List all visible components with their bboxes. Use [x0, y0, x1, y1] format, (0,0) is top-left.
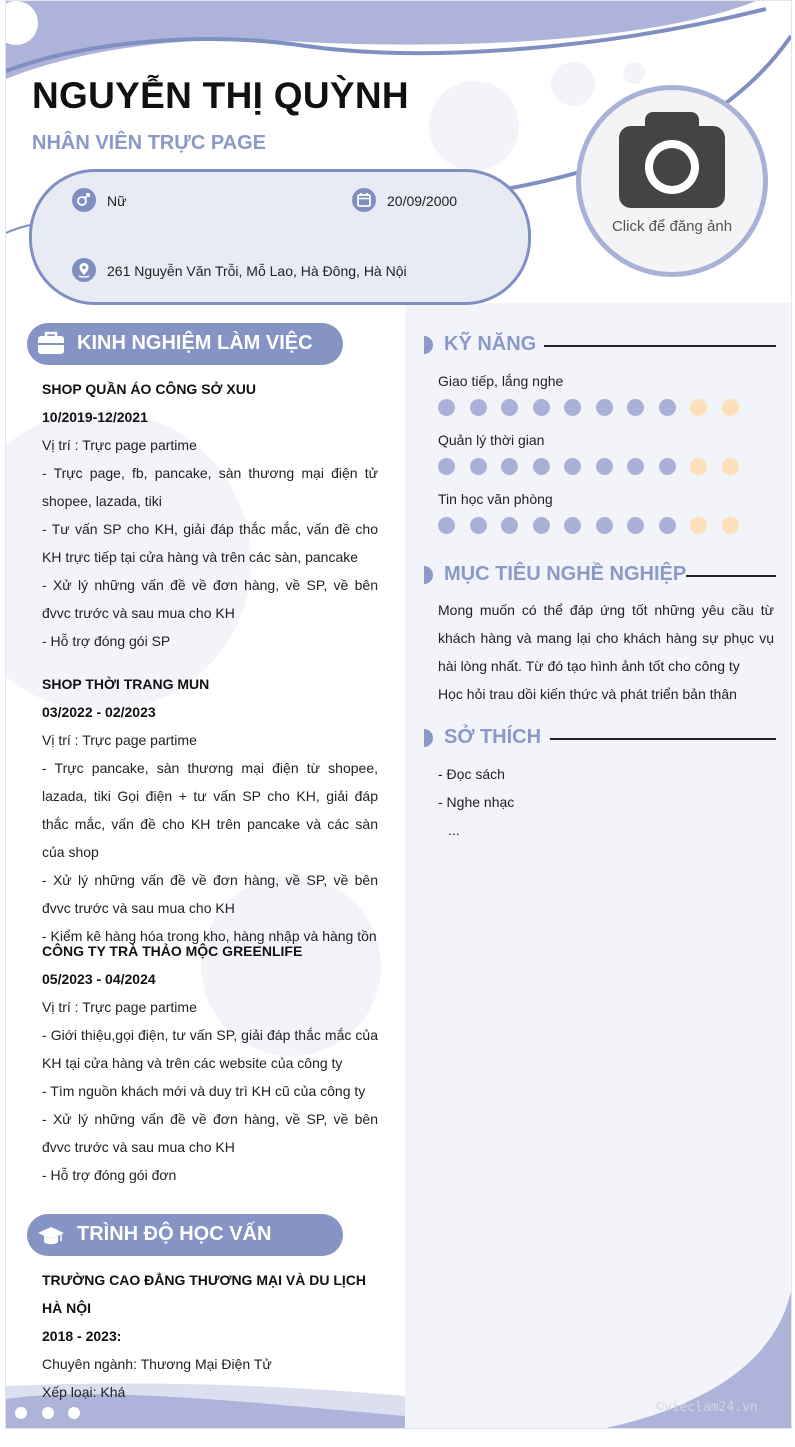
skill-dot-filled [438, 517, 455, 534]
skill-dot-filled [627, 517, 644, 534]
skill-dot-filled [470, 399, 487, 416]
gender-value: Nữ [107, 193, 127, 209]
job-duty: - Tư vấn SP cho KH, giải đáp thắc mắc, vấn đề cho KH trực tiếp tại cửa hàng và trên các sàn, pancake [42, 521, 378, 565]
birthdate-value: 20/09/2000 [387, 193, 458, 209]
job-entry [42, 937, 378, 1189]
decor-dot [68, 1407, 80, 1419]
experience-heading-label: KINH NGHIỆM LÀM VIỆC [77, 332, 313, 354]
job-duty: - Kiểm kê hàng hóa trong kho, hàng nhập và hàng tồn [42, 928, 377, 944]
job-duty: - Trực page, fb, pancake, sàn thương mại điện tử shopee, lazada, tiki [42, 465, 378, 509]
hobby-item: - Đọc sách [438, 766, 505, 782]
skill-name: Giao tiếp, lắng nghe [438, 373, 564, 389]
job-period: 10/2019-12/2021 [42, 409, 148, 425]
skill-dot-filled [533, 517, 550, 534]
heading-rule [686, 575, 776, 577]
education-period: 2018 - 2023: [42, 1328, 122, 1344]
job-duty: - Xử lý những vấn đề về đơn hàng, về SP, về bên đvvc trước và sau mua cho KH [42, 1111, 378, 1155]
briefcase-icon [37, 331, 65, 357]
skills-heading-label: KỸ NĂNG [444, 333, 537, 355]
job-position: Vị trí : Trực page partime [42, 437, 197, 453]
skill-dot-filled [438, 458, 455, 475]
skill-dot-filled [659, 458, 676, 475]
job-title: NHÂN VIÊN TRỰC PAGE [32, 132, 267, 154]
job-position: Vị trí : Trực page partime [42, 732, 197, 748]
school-name: TRƯỜNG CAO ĐẲNG THƯƠNG MẠI VÀ DU LỊCH HÀ NỘI [42, 1272, 366, 1316]
cv-page [5, 0, 792, 1429]
skill-dot-filled [533, 458, 550, 475]
heading-marker [424, 336, 433, 354]
education-heading [27, 1214, 343, 1256]
skill-dot-filled [470, 517, 487, 534]
job-duty: - Giới thiệu,gọi điện, tư vấn SP, giải đáp thắc mắc của KH tại cửa hàng và trên các website của công ty [42, 1027, 378, 1071]
skill-dot-filled [564, 517, 581, 534]
location-icon [72, 258, 96, 282]
skill-dot-empty [722, 399, 739, 416]
objective-paragraph: Học hỏi trau dồi kiến thức và phát triển bản thân [438, 686, 737, 702]
skill-dot-filled [470, 458, 487, 475]
candidate-name: NGUYỄN THỊ QUỲNH [32, 75, 409, 116]
hobby-item: - Nghe nhạc [438, 794, 515, 810]
skill-dot-empty [690, 458, 707, 475]
skill-dot-empty [690, 399, 707, 416]
education-major: Chuyên ngành: Thương Mại Điện Tử [42, 1356, 272, 1372]
job-duty: - Hỗ trợ đóng gói đơn [42, 1167, 177, 1183]
skill-dot-filled [596, 517, 613, 534]
skill-dot-filled [564, 458, 581, 475]
heading-rule [550, 738, 776, 740]
job-duty: - Hỗ trợ đóng gói SP [42, 633, 171, 649]
skill-name: Tin học văn phòng [438, 491, 553, 507]
education-grade: Xếp loại: Khá [42, 1384, 126, 1400]
decor-dot [15, 1407, 27, 1419]
job-company: SHOP QUẦN ÁO CÔNG SỞ XUU [42, 381, 256, 397]
education-heading-label: TRÌNH ĐỘ HỌC VẤN [77, 1223, 272, 1245]
objective-text [438, 596, 774, 708]
calendar-icon [352, 188, 376, 212]
personal-info-box [29, 169, 531, 305]
skill-dot-empty [690, 517, 707, 534]
job-entry [42, 670, 378, 950]
job-duty: - Xử lý những vấn đề về đơn hàng, về SP, về bên đvvc trước và sau mua cho KH [42, 872, 378, 916]
skill-dot-filled [438, 399, 455, 416]
heading-marker [424, 566, 433, 584]
graduation-cap-icon [37, 1222, 65, 1248]
skill-dot-empty [722, 458, 739, 475]
hobbies-list [438, 760, 774, 844]
gender-icon [72, 188, 96, 212]
skill-dot-filled [596, 399, 613, 416]
heading-marker [424, 729, 433, 747]
watermark: ©vieclam24.vn [656, 1400, 758, 1415]
job-entry [42, 375, 378, 655]
skill-dot-filled [501, 517, 518, 534]
job-duty: - Tìm nguồn khách mới và duy trì KH cũ của công ty [42, 1083, 366, 1099]
photo-upload-label: Click để đăng ảnh [611, 218, 733, 235]
experience-heading [27, 323, 343, 365]
skill-dot-filled [596, 458, 613, 475]
objective-heading [424, 560, 776, 590]
heading-rule [544, 345, 776, 347]
education-entry [42, 1266, 378, 1406]
skill-name: Quản lý thời gian [438, 432, 545, 448]
hobby-item: ... [448, 822, 460, 838]
hobbies-heading [424, 723, 776, 753]
objective-paragraph: Mong muốn có thể đáp ứng tốt những yêu cầu từ khách hàng và mang lại cho khách hàng sự phục vụ hài lòng nhất. Từ đó tạo hình ảnh tốt cho công ty [438, 602, 774, 674]
objective-heading-label: MỤC TIÊU NGHỀ NGHIỆP [444, 563, 687, 585]
skill-dot-filled [501, 399, 518, 416]
decor-dot [42, 1407, 54, 1419]
hobbies-heading-label: SỞ THÍCH [444, 726, 542, 748]
job-position: Vị trí : Trực page partime [42, 999, 197, 1015]
job-period: 05/2023 - 04/2024 [42, 971, 156, 987]
job-duty: - Xử lý những vấn đề về đơn hàng, về SP, về bên đvvc trước và sau mua cho KH [42, 577, 378, 621]
skill-dot-filled [564, 399, 581, 416]
job-period: 03/2022 - 02/2023 [42, 704, 156, 720]
address-value: 261 Nguyễn Văn Trỗi, Mỗ Lao, Hà Đông, Hà Nội [107, 263, 407, 279]
skills-heading [424, 330, 776, 360]
job-company: SHOP THỜI TRANG MUN [42, 676, 210, 692]
skill-dot-filled [627, 458, 644, 475]
camera-icon [619, 112, 725, 208]
skill-dot-filled [627, 399, 644, 416]
skill-dot-filled [659, 399, 676, 416]
skill-dot-filled [533, 399, 550, 416]
job-company: CÔNG TY TRÀ THẢO MỘC GREENLIFE [42, 943, 303, 959]
skill-dot-empty [722, 517, 739, 534]
skill-dot-filled [659, 517, 676, 534]
skill-dot-filled [501, 458, 518, 475]
job-duty: - Trực pancake, sàn thương mại điện từ shopee, lazada, tiki Gọi điện + tư vấn SP cho KH, giải đáp thắc mắc, vấn đề cho KH trên pancake và các sàn của shop [42, 760, 378, 860]
photo-upload[interactable] [576, 85, 768, 277]
